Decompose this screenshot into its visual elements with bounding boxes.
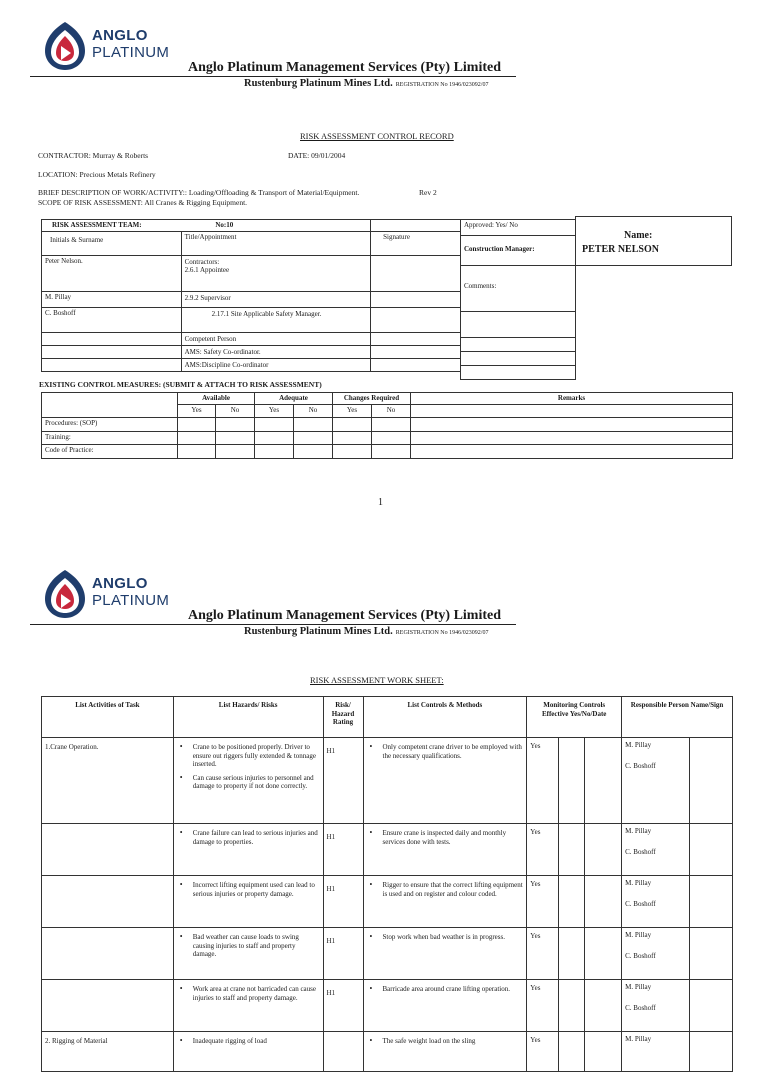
- logo-line-2: PLATINUM: [92, 592, 170, 609]
- col-monitoring: Monitoring Controls Effective Yes/No/Date: [527, 697, 622, 738]
- company-logo: [42, 20, 172, 72]
- team-member-title: 2.9.2 Supervisor: [181, 291, 371, 307]
- controls-cell: [363, 876, 527, 928]
- monitor-cell[interactable]: Yes: [527, 1032, 559, 1072]
- adequate-yes-cell[interactable]: [255, 432, 294, 445]
- hazards-cell: [173, 1032, 323, 1072]
- col-signature: Signature: [371, 231, 461, 255]
- remarks-cell[interactable]: [411, 445, 733, 459]
- col-controls: List Controls & Methods: [363, 697, 527, 738]
- responsible-cell: [622, 980, 690, 1032]
- team-member-signature[interactable]: [371, 332, 461, 345]
- changes-yes-cell[interactable]: [333, 418, 372, 432]
- contractor-field: CONTRACTOR: Murray & Roberts: [38, 151, 149, 160]
- activity-cell: 2. Rigging of Material: [42, 1032, 174, 1072]
- location-field: LOCATION: Precious Metals Refinery: [38, 170, 156, 179]
- team-row: [42, 291, 461, 307]
- team-member-name: Peter Nelson.: [42, 255, 182, 291]
- col-changes-required: Changes Required: [333, 393, 411, 405]
- approver-name-value: PETER NELSON: [582, 244, 659, 255]
- control-item: • The safe weight load on the sling: [367, 1037, 524, 1046]
- control-list: [367, 743, 524, 760]
- hazards-cell: [173, 824, 323, 876]
- page-1: [0, 0, 768, 530]
- company-name: Anglo Platinum Management Services (Pty) Limited: [188, 60, 502, 75]
- worksheet-row: [42, 980, 733, 1032]
- worksheet-row: [42, 876, 733, 928]
- hazard-item: • Can cause serious injuries to personnel and damage to property if not done correctly.: [177, 774, 320, 791]
- control-list: [367, 985, 524, 994]
- monitor-cell-3[interactable]: [585, 738, 622, 824]
- monitor-cell-2[interactable]: [559, 876, 585, 928]
- responsible-person: C. Boshoff: [625, 847, 656, 856]
- monitor-cell-3[interactable]: [585, 928, 622, 980]
- responsible-person: M. Pillay: [625, 741, 652, 749]
- changes-no-cell[interactable]: [372, 432, 411, 445]
- team-number: No:10: [215, 221, 234, 229]
- yes-header: Yes: [255, 405, 294, 418]
- scope-field: SCOPE OF RISK ASSESSMENT: All Cranes & Rigging Equipment.: [38, 198, 248, 207]
- team-row: [42, 332, 461, 345]
- monitor-cell[interactable]: Yes: [527, 824, 559, 876]
- responsible-cell: [622, 876, 690, 928]
- team-heading: [42, 220, 371, 232]
- activity-cell: [42, 928, 174, 980]
- hazard-list: [177, 933, 320, 959]
- controls-cell: [363, 1032, 527, 1072]
- rating-cell: [323, 1032, 363, 1072]
- col-responsible: Responsible Person Name/Sign: [622, 697, 733, 738]
- monitor-cell-2[interactable]: [559, 928, 585, 980]
- controls-row-label: Code of Practice:: [42, 445, 178, 459]
- page-2: [0, 548, 768, 1045]
- adequate-yes-cell[interactable]: [255, 445, 294, 459]
- yes-header: Yes: [178, 405, 216, 418]
- approver-name-label: Name:: [624, 230, 653, 241]
- available-no-cell[interactable]: [216, 432, 255, 445]
- yes-header: Yes: [333, 405, 372, 418]
- control-list: [367, 1037, 524, 1046]
- subcompany-label: Rustenburg Platinum Mines Ltd.: [244, 78, 393, 89]
- available-no-cell[interactable]: [216, 445, 255, 459]
- team-member-title: AMS:Discipline Co-ordinator: [181, 358, 371, 371]
- team-member-title: Contractors:: [184, 257, 220, 266]
- controls-header-row: [42, 393, 733, 405]
- controls-row: [42, 445, 733, 459]
- responsible-person: M. Pillay: [625, 931, 652, 939]
- worksheet-row: [42, 738, 733, 824]
- hazard-item: • Bad weather can cause loads to swing causing injuries to staff and property damage.: [177, 933, 320, 959]
- registration-number: REGISTRATION No 1946/023092/07: [395, 82, 489, 88]
- approved-field: Approved: Yes/ No: [461, 220, 576, 236]
- adequate-no-cell[interactable]: [294, 432, 333, 445]
- remarks-cell[interactable]: [411, 418, 733, 432]
- monitor-cell-3[interactable]: [585, 876, 622, 928]
- activity-cell: [42, 980, 174, 1032]
- team-member-name: M. Pillay: [42, 291, 182, 307]
- responsible-person: M. Pillay: [625, 827, 652, 835]
- col-hazards: List Hazards/ Risks: [173, 697, 323, 738]
- approver-name-box: [575, 216, 732, 266]
- revision-field: Rev 2: [419, 188, 437, 197]
- logo-line-1: ANGLO: [92, 27, 148, 44]
- hazard-list: [177, 881, 320, 898]
- adequate-no-cell[interactable]: [294, 418, 333, 432]
- available-yes-cell[interactable]: [178, 418, 216, 432]
- hazard-list: [177, 743, 320, 791]
- anglo-platinum-logo-icon: [42, 20, 88, 72]
- brief-description-field: BRIEF DESCRIPTION OF WORK/ACTIVITY:: Loading/Offloading & Transport of Material/Equipment.: [38, 188, 360, 197]
- adequate-yes-cell[interactable]: [255, 418, 294, 432]
- subcompany-name: [244, 626, 488, 637]
- team-member-signature[interactable]: [371, 255, 461, 291]
- monitor-cell[interactable]: Yes: [527, 980, 559, 1032]
- team-table: [41, 219, 461, 372]
- page-number: 1: [378, 497, 383, 508]
- controls-row: [42, 432, 733, 445]
- worksheet-table: [41, 696, 733, 1072]
- hazard-item: • Incorrect lifting equipment used can lead to serious injuries or property damage.: [177, 881, 320, 898]
- controls-cell: [363, 824, 527, 876]
- control-item: • Ensure crane is inspected daily and monthly services done with tests.: [367, 829, 524, 846]
- changes-no-cell[interactable]: [372, 445, 411, 459]
- rating-cell: H1: [323, 980, 363, 1032]
- control-item: • Barricade area around crane lifting operation.: [367, 985, 524, 994]
- hazard-item: • Inadequate rigging of load: [177, 1037, 320, 1046]
- available-yes-cell[interactable]: [178, 432, 216, 445]
- control-list: [367, 881, 524, 898]
- logo-line-2: PLATINUM: [92, 44, 170, 61]
- hazard-list: [177, 985, 320, 1002]
- signature-cell[interactable]: [690, 1032, 733, 1072]
- worksheet-row: [42, 824, 733, 876]
- worksheet-header-row: [42, 697, 733, 738]
- logo-line-1: ANGLO: [92, 575, 148, 592]
- team-member-signature[interactable]: [371, 307, 461, 332]
- col-activities: List Activities of Task: [42, 697, 174, 738]
- header-rule: [30, 624, 516, 625]
- col-remarks: Remarks: [411, 393, 733, 405]
- controls-row-label: Procedures: (SOP): [42, 418, 178, 432]
- team-member-signature[interactable]: [371, 291, 461, 307]
- subcompany-label: Rustenburg Platinum Mines Ltd.: [244, 626, 393, 637]
- team-heading-label: RISK ASSESSMENT TEAM:: [52, 221, 142, 229]
- team-row: [42, 358, 461, 371]
- comments-label: Comments:: [461, 266, 576, 312]
- hazard-list: [177, 829, 320, 846]
- signature-cell[interactable]: [690, 928, 733, 980]
- monitor-cell-2[interactable]: [559, 824, 585, 876]
- company-name: Anglo Platinum Management Services (Pty) Limited: [188, 608, 502, 623]
- col-initials-surname: Initials & Surname: [42, 231, 182, 255]
- available-no-cell[interactable]: [216, 418, 255, 432]
- responsible-person: C. Boshoff: [625, 899, 656, 908]
- team-column-row: [42, 231, 461, 255]
- worksheet-title: RISK ASSESSMENT WORK SHEET:: [310, 675, 444, 685]
- responsible-person: C. Boshoff: [625, 761, 656, 770]
- activity-cell: 1.Crane Operation.: [42, 738, 174, 824]
- monitor-cell-3[interactable]: [585, 1032, 622, 1072]
- hazards-cell: [173, 928, 323, 980]
- worksheet-row: [42, 928, 733, 980]
- control-list: [367, 933, 524, 942]
- responsible-person: C. Boshoff: [625, 951, 656, 960]
- rating-cell: H1: [323, 738, 363, 824]
- signature-cell[interactable]: [690, 980, 733, 1032]
- registration-number: REGISTRATION No 1946/023092/07: [395, 630, 489, 636]
- responsible-cell: [622, 928, 690, 980]
- responsible-cell: [622, 1032, 690, 1072]
- team-member-appointment: 2.6.1 Appointee: [184, 266, 230, 274]
- monitor-cell[interactable]: Yes: [527, 928, 559, 980]
- hazard-item: • Work area at crane not barricaded can cause injuries to staff and property damage.: [177, 985, 320, 1002]
- header-rule: [30, 76, 516, 77]
- team-member-title: 2.17.1 Site Applicable Safety Manager.: [181, 307, 371, 332]
- changes-yes-cell[interactable]: [333, 445, 372, 459]
- control-item: • Rigger to ensure that the correct lifting equipment is used and on register and colour coded.: [367, 881, 524, 898]
- col-title-appointment: Title/Appointment: [181, 231, 371, 255]
- team-row: [42, 307, 461, 332]
- controls-row-label: Training:: [42, 432, 178, 445]
- responsible-cell: [622, 738, 690, 824]
- monitor-cell[interactable]: Yes: [527, 738, 559, 824]
- controls-table: [41, 392, 733, 459]
- controls-cell: [363, 928, 527, 980]
- monitor-cell-3[interactable]: [585, 980, 622, 1032]
- team-member-title: AMS: Safety Co-ordinator.: [181, 345, 371, 358]
- monitor-cell-2[interactable]: [559, 1032, 585, 1072]
- team-row: [42, 255, 461, 291]
- responsible-person: M. Pillay: [625, 1035, 652, 1043]
- controls-row: [42, 418, 733, 432]
- rating-cell: H1: [323, 824, 363, 876]
- control-item: • Only competent crane driver to be employed with the necessary qualifications.: [367, 743, 524, 760]
- hazard-list: [177, 1037, 320, 1046]
- construction-manager-label: Construction Manager:: [461, 236, 576, 266]
- hazards-cell: [173, 876, 323, 928]
- company-logo: [42, 568, 172, 620]
- available-yes-cell[interactable]: [178, 445, 216, 459]
- signature-cell[interactable]: [690, 738, 733, 824]
- controls-heading: EXISTING CONTROL MEASURES: (SUBMIT & ATTACH TO RISK ASSESSMENT): [39, 380, 322, 389]
- team-member-title: Competent Person: [181, 332, 371, 345]
- col-available: Available: [178, 393, 255, 405]
- monitor-cell-2[interactable]: [559, 738, 585, 824]
- hazards-cell: [173, 738, 323, 824]
- no-header: No: [372, 405, 411, 418]
- controls-cell: [363, 980, 527, 1032]
- no-header: No: [294, 405, 333, 418]
- col-rating: Risk/ Hazard Rating: [323, 697, 363, 738]
- responsible-cell: [622, 824, 690, 876]
- rating-cell: H1: [323, 928, 363, 980]
- control-list: [367, 829, 524, 846]
- hazard-item: • Crane failure can lead to serious injuries and damage to properties.: [177, 829, 320, 846]
- team-member-signature[interactable]: [371, 358, 461, 371]
- page-title: RISK ASSESSMENT CONTROL RECORD: [300, 131, 454, 141]
- changes-no-cell[interactable]: [372, 418, 411, 432]
- responsible-person: M. Pillay: [625, 879, 652, 887]
- responsible-person: M. Pillay: [625, 983, 652, 991]
- worksheet-row: [42, 1032, 733, 1072]
- team-row: [42, 345, 461, 358]
- no-header: No: [216, 405, 255, 418]
- col-adequate: Adequate: [255, 393, 333, 405]
- activity-cell: [42, 824, 174, 876]
- signature-cell[interactable]: [690, 824, 733, 876]
- team-header-row: [42, 220, 461, 232]
- controls-cell: [363, 738, 527, 824]
- anglo-platinum-logo-icon: [42, 568, 88, 620]
- responsible-person: C. Boshoff: [625, 1003, 656, 1012]
- monitor-cell[interactable]: Yes: [527, 876, 559, 928]
- monitor-cell-3[interactable]: [585, 824, 622, 876]
- date-field: DATE: 09/01/2004: [288, 151, 346, 160]
- team-member-name: C. Boshoff: [42, 307, 182, 332]
- adequate-no-cell[interactable]: [294, 445, 333, 459]
- signature-cell[interactable]: [690, 876, 733, 928]
- control-item: • Stop work when bad weather is in progress.: [367, 933, 524, 942]
- approval-table: [460, 219, 576, 380]
- monitor-cell-2[interactable]: [559, 980, 585, 1032]
- activity-cell: [42, 876, 174, 928]
- subcompany-name: [244, 78, 488, 89]
- hazards-cell: [173, 980, 323, 1032]
- changes-yes-cell[interactable]: [333, 432, 372, 445]
- hazard-item: • Crane to be positioned properly. Driver to ensure out riggers fully extended & tonnage inserted.: [177, 743, 320, 769]
- remarks-cell[interactable]: [411, 432, 733, 445]
- rating-cell: H1: [323, 876, 363, 928]
- team-member-signature[interactable]: [371, 345, 461, 358]
